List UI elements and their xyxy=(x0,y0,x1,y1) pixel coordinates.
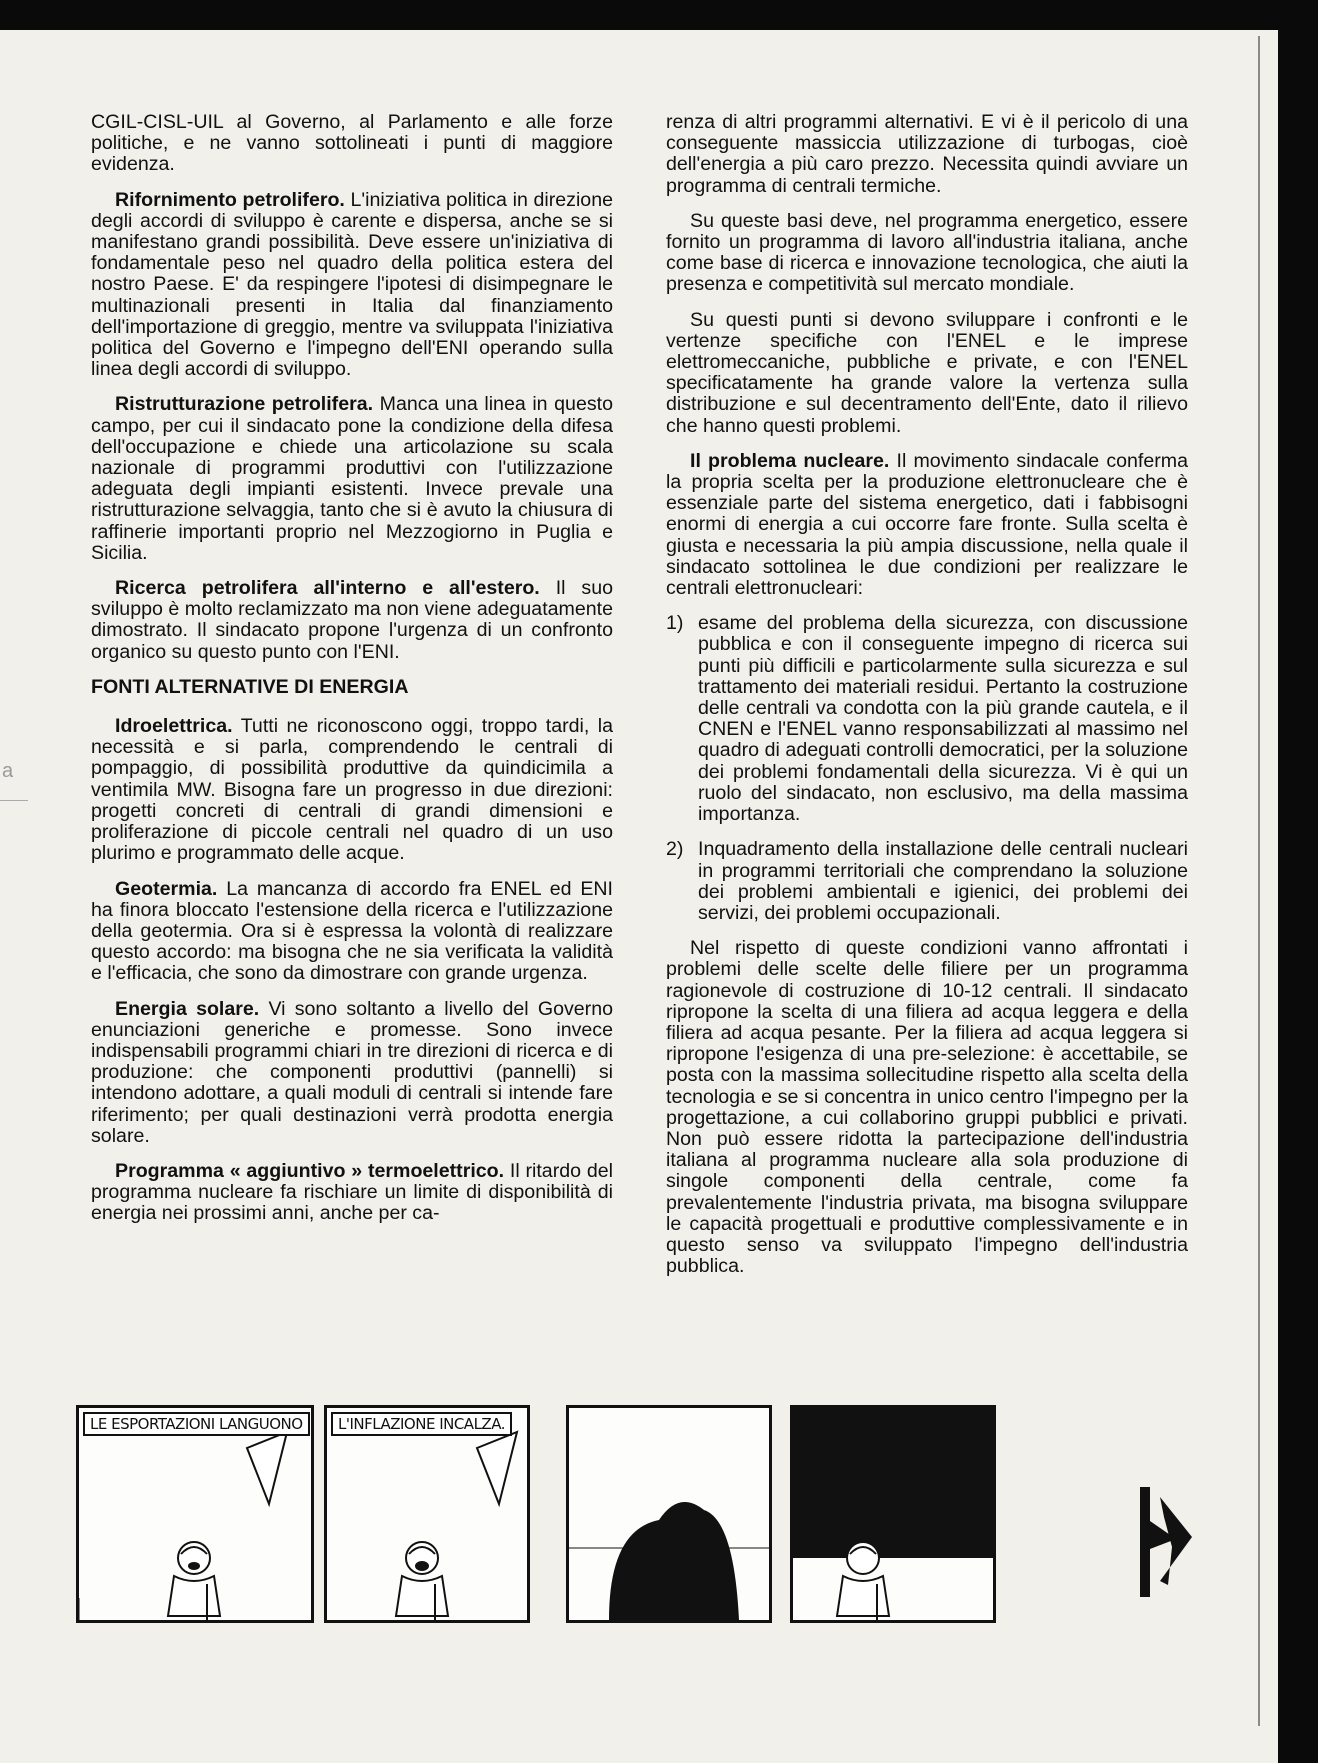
comic-panel-1 xyxy=(76,1405,314,1623)
comic-panel-2 xyxy=(324,1405,530,1623)
left-text-column xyxy=(91,112,613,1239)
paragraph xyxy=(91,112,613,176)
comic-strip xyxy=(76,1385,1222,1640)
comic-drawing-4 xyxy=(793,1408,993,1620)
paragraph xyxy=(91,716,613,864)
margin-mark: a xyxy=(2,760,14,782)
comic-panel-3 xyxy=(566,1405,772,1623)
comic-caption-2: L'INFLAZIONE INCALZA. xyxy=(331,1412,512,1436)
paragraph xyxy=(91,1161,613,1225)
right-text-column xyxy=(666,112,1188,1291)
paragraph-text: Il movimento sindacale conferma la propria scelta per la produzione elettronucleare che è essenziale parte del sistema energetico, dati i fabbisogni enormi di energia a cui occorre fare fronte. Sulla scelta è giusta e necessaria la più ampia discussione, nella quale il sindacato sottolinea le due condizioni per realizzare le centrali elettronucleari: xyxy=(666,449,1188,600)
paragraph-text: Su queste basi deve, nel programma energetico, essere fornito un programma di lavoro all'industria italiana, anche come base di ricerca e innovazione tecnologica, che aiuti la presenza e competitività sul mercato mondiale. xyxy=(666,209,1188,296)
paragraph-lead: Energia solare. xyxy=(115,997,260,1020)
paragraph-text: Manca una linea in questo campo, per cui il sindacato pone la condizione della difesa dell'occupazione e chiede una articolazione su scala nazionale di programmi produttivi con l'utilizzazione adeguata degli impianti esistenti. Invece prevale una ristrutturazione selvaggia, tanto che si è avuto la chiusura di raffinerie importanti proprio nel Mezzogiorno in Puglia e Sicilia. xyxy=(91,393,613,564)
paragraph xyxy=(91,190,613,381)
scan-top-border xyxy=(0,0,1318,30)
list-text: esame del problema della sicurezza, con discussione pubblica e con il conseguente impegno di ricerca sui punti più difficili e particolarmente sulla sicurezza e sul trattamento dei materiali residui. Pertanto la costruzione delle centrali va condotta con la più grande cautela, e il CNEN e l'ENEL vanno responsabilizzati al massimo nel quadro di adeguati controlli democratici, per la soluzione dei problemi fondamentali della sicurezza. Vi è qui un ruolo del sindacato, non esclusivo, ma della massima importanza. xyxy=(698,612,1188,826)
paragraph-text: Tutti ne riconoscono oggi, troppo tardi, la necessità e si parla, comprendendo le centrali di pompaggio, di possibilità produttive da quindicimila a ventimila MW. Bisogna fare un progresso in due direzioni: progetti concreti di centrali di grandi dimensioni e proliferazione di piccole centrali nel quadro di un uso plurimo e programmato delle acque. xyxy=(91,715,613,865)
scan-right-border xyxy=(1278,0,1318,1763)
list-number: 2) xyxy=(666,838,684,861)
paragraph xyxy=(666,451,1188,599)
comic-drawing-3 xyxy=(569,1408,769,1620)
paragraph-text: Vi sono soltanto a livello del Governo enunciazioni generiche e promesse. Sono invece indispensabili programmi chiari in tre direzioni di ricerca e di produzione: che componenti produttivi (pannelli) si intendono adottare, a quali moduli di centrali si intende fare riferimento; per quali destinazioni verrà prodotta energia solare. xyxy=(91,997,613,1147)
paragraph xyxy=(91,879,613,985)
numbered-condition xyxy=(666,839,1188,924)
paragraph-text: Nel rispetto di queste condizioni vanno affrontati i problemi delle scelte delle filiere per un programma ragionevole di costruzione di 10-12 centrali. Il sindacato ripropone la scelta di una filiera ad acqua leggera e della filiera ad acqua pesante. Per la filiera ad acqua leggera si ripropone l'esigenza di una pre-selezione: è accettabile, se posta con la massima sollecitudine rispetto alla scelta della tecnologia e se si concentra in unico centro l'impegno per la progettazione, a cui collaborino gruppi pubblici e privati. Non può essere ridotta la partecipazione dell'industria italiana al programma nucleare alla sola produzione di singole componenti della centrale, come fa prevalentemente l'industria privata, ma bisogna sviluppare le capacità progettuali e produttive complessivamente e in questo senso va sviluppato l'impegno dell'industria pubblica. xyxy=(666,937,1188,1278)
comic-drawing-2 xyxy=(327,1408,527,1620)
paragraph-text: Il suo sviluppo è molto reclamizzato ma non viene adeguatamente dimostrato. Il sindacato propone l'urgenza di un confronto organico su questo punto con l'ENI. xyxy=(91,577,613,663)
paragraph-text: Su questi punti si devono sviluppare i confronti e le vertenze specifiche con l'ENEL e le imprese elettromeccaniche, pubbliche e private, e con l'ENEL specificatamente ha grande valore la vertenza sulla distribuzione e sul decentramento dell'Ente, dato il rilievo che hanno questi problemi. xyxy=(666,308,1188,437)
numbered-condition xyxy=(666,613,1188,825)
paragraph xyxy=(91,999,613,1147)
paragraph-text: Il ritardo del programma nucleare fa rischiare un limite di disponibilità di energia nei prossimi anni, anche per ca- xyxy=(91,1159,613,1225)
paragraph-text: CGIL-CISL-UIL al Governo, al Parlamento e alle forze politiche, e ne vanno sottolineati i punti di maggiore evidenza. xyxy=(91,111,613,176)
margin-rule xyxy=(0,800,28,801)
paragraph-text: renza di altri programmi alternativi. E vi è il pericolo di una conseguente massiccia utilizzazione di turbogas, cioè dell'energia a più caro prezzo. Necessita quindi avviare un programma di centrali termiche. xyxy=(666,111,1188,197)
comic-panel-4 xyxy=(790,1405,996,1623)
paragraph-lead: Programma « aggiuntivo » termoelettrico. xyxy=(115,1159,505,1182)
paragraph xyxy=(666,112,1188,197)
paragraph xyxy=(666,310,1188,437)
paragraph-lead: Geotermia. xyxy=(115,877,218,900)
paragraph xyxy=(666,211,1188,296)
section-heading: FONTI ALTERNATIVE DI ENERGIA xyxy=(91,675,409,698)
comic-drawing-1 xyxy=(79,1408,311,1620)
comic-caption-1: LE ESPORTAZIONI LANGUONO xyxy=(83,1412,310,1436)
paragraph-lead: Il problema nucleare. xyxy=(690,449,890,472)
paragraph-lead: Idroelettrica. xyxy=(115,715,233,738)
paragraph xyxy=(91,578,613,663)
list-number: 1) xyxy=(666,612,684,635)
paragraph-lead: Ristrutturazione petrolifera. xyxy=(115,393,374,416)
list-text: Inquadramento della installazione delle centrali nucleari in programmi territoriali che comprendano la soluzione dei problemi ambientali e igienici, dei problemi dei servizi, dei problemi occupazionali. xyxy=(698,838,1188,924)
paragraph xyxy=(91,394,613,564)
paragraph-lead: Rifornimento petrolifero. xyxy=(115,188,345,211)
paragraph xyxy=(666,938,1188,1277)
page-edge-line xyxy=(1258,36,1260,1726)
paragraph-text: L'iniziativa politica in direzione degli accordi di sviluppo è carente e dispersa, anche se si manifestano grandi possibilità. Deve essere un'iniziativa di fondamentale peso nel quadro della politica estera del nostro Paese. E' da respingere l'ipotesi di disimpegnare le multinazionali presenti in Italia dal finanziamento dell'importazione di greggio, mentre va sviluppata l'iniziativa politica del Governo e l'impegno dell'ENI operando sulla linea degli accordi di sviluppo. xyxy=(91,188,613,381)
continue-arrow-icon xyxy=(1136,1477,1196,1607)
paragraph-lead: Ricerca petrolifera all'interno e all'estero. xyxy=(115,577,540,600)
paragraph-text: La mancanza di accordo fra ENEL ed ENI ha finora bloccato l'estensione della ricerca e l'utilizzazione della geotermia. Ora si è espressa la volontà di realizzare questo accordo: ma bisogna che ne sia verificata la validità e l'efficacia, che sono da dimostrare con grande urgenza. xyxy=(91,877,613,985)
